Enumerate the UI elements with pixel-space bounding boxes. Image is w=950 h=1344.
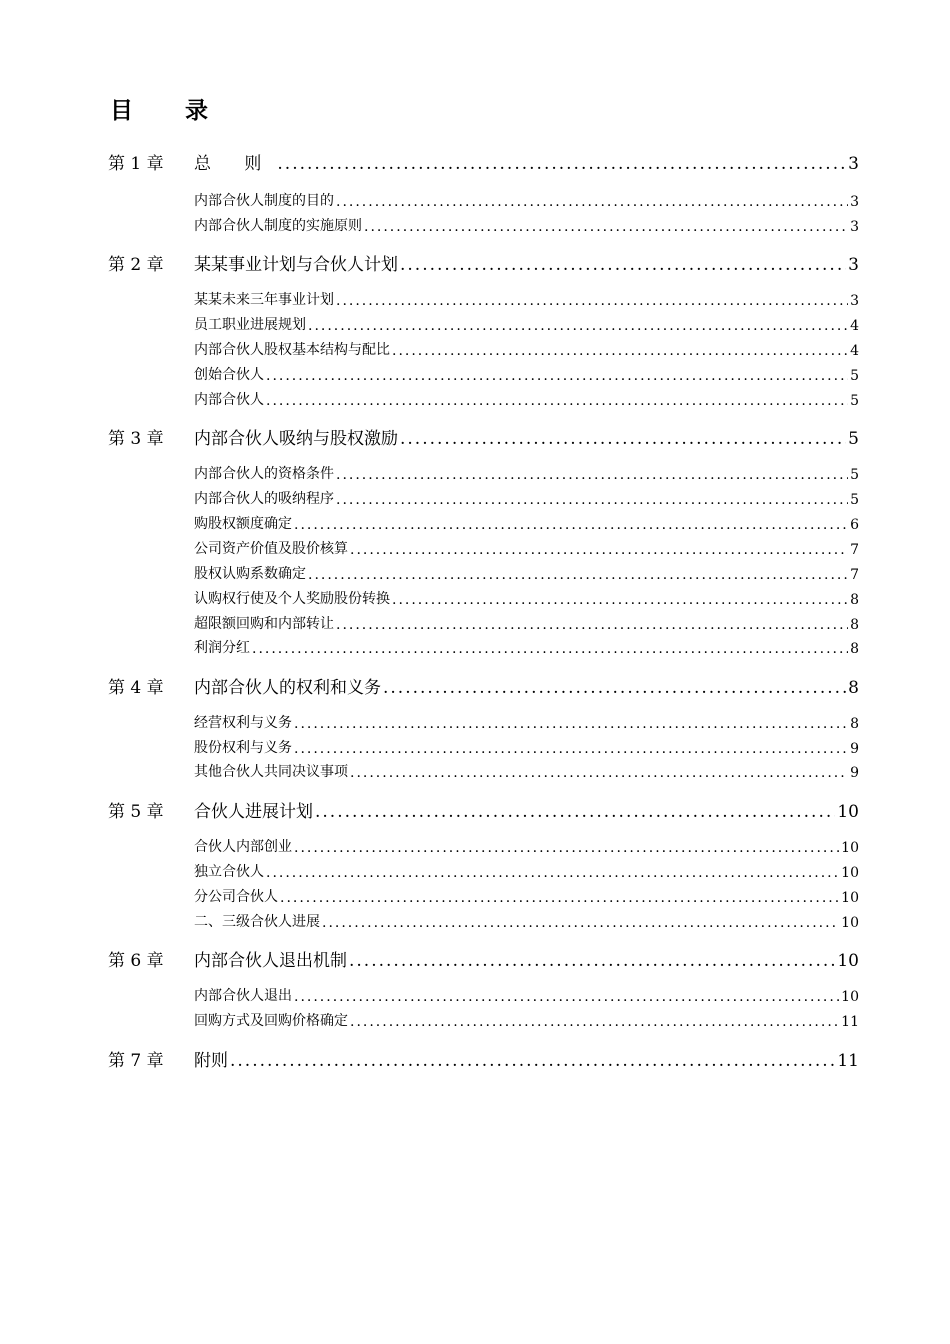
page-number: 10 (841, 989, 859, 1005)
dot-leader (400, 255, 846, 275)
section-title: 内部合伙人制度的目的 (194, 193, 334, 209)
section-title: 其他合伙人共同决议事项 (194, 764, 348, 780)
dot-leader (252, 641, 848, 657)
page-number: 3 (850, 293, 859, 309)
dot-leader (294, 741, 848, 757)
toc-title: 目 录 (110, 98, 231, 124)
dot-leader (350, 765, 848, 781)
section-title: 股权认购系数确定 (194, 566, 306, 582)
chapter-number: 第 1 章 (108, 154, 164, 174)
page-number: 10 (841, 915, 859, 931)
page-number: 3 (848, 255, 859, 275)
page-number: 3 (848, 154, 859, 174)
dot-leader (336, 467, 848, 483)
page-number: 5 (848, 429, 859, 449)
section-title: 内部合伙人的吸纳程序 (194, 491, 334, 507)
chapter-title: 附则 (194, 1051, 228, 1071)
dot-leader (230, 1051, 835, 1071)
toc-section[interactable] (194, 586, 859, 608)
page-number: 8 (848, 678, 859, 698)
section-title: 内部合伙人的资格条件 (194, 466, 334, 482)
dot-leader (392, 343, 848, 359)
page-number: 9 (850, 765, 859, 781)
section-title: 合伙人内部创业 (194, 839, 292, 855)
dot-leader (322, 915, 839, 931)
section-title: 内部合伙人股权基本结构与配比 (194, 342, 390, 358)
section-title: 内部合伙人 (194, 392, 264, 408)
toc-section[interactable] (194, 536, 859, 558)
toc-section[interactable] (194, 287, 859, 309)
toc-section[interactable] (194, 735, 859, 757)
toc-section[interactable] (194, 611, 859, 633)
dot-leader (364, 219, 848, 235)
dot-leader (266, 368, 848, 384)
chapter-number: 第 3 章 (108, 429, 164, 449)
page-number: 10 (837, 802, 859, 822)
section-title: 股份权利与义务 (194, 740, 292, 756)
page-number: 9 (850, 741, 859, 757)
section-title: 公司资产价值及股价核算 (194, 541, 348, 557)
dot-leader (336, 617, 848, 633)
chapter-title: 内部合伙人的权利和义务 (194, 678, 381, 698)
toc-chapter-6[interactable] (108, 945, 859, 971)
section-title: 某某未来三年事业计划 (194, 292, 334, 308)
page-number: 8 (850, 617, 859, 633)
dot-leader (336, 492, 848, 508)
dot-leader (400, 429, 846, 449)
toc-chapter-1[interactable] (108, 148, 859, 174)
section-title: 超限额回购和内部转让 (194, 616, 334, 632)
section-title: 利润分红 (194, 640, 250, 656)
chapter-title: 内部合伙人退出机制 (194, 951, 347, 971)
chapter-title: 总 则 (194, 154, 276, 174)
dot-leader (308, 567, 848, 583)
section-title: 认购权行使及个人奖励股份转换 (194, 591, 390, 607)
page-number: 10 (841, 840, 859, 856)
dot-leader (266, 865, 839, 881)
toc-chapter-2[interactable] (108, 249, 859, 275)
dot-leader (336, 293, 848, 309)
toc-section[interactable] (194, 635, 859, 657)
toc-section[interactable] (194, 909, 859, 931)
dot-leader (350, 1014, 839, 1030)
toc-chapter-7[interactable] (108, 1045, 859, 1071)
page-number: 5 (850, 467, 859, 483)
toc-section[interactable] (194, 461, 859, 483)
page-number: 11 (837, 1051, 859, 1071)
toc-section[interactable] (194, 213, 859, 235)
dot-leader (383, 678, 846, 698)
section-title: 回购方式及回购价格确定 (194, 1013, 348, 1029)
section-title: 员工职业进展规划 (194, 317, 306, 333)
page-number: 3 (850, 219, 859, 235)
section-title: 经营权利与义务 (194, 715, 292, 731)
page-number: 6 (850, 517, 859, 533)
toc-section[interactable] (194, 1008, 859, 1030)
page-number: 3 (850, 194, 859, 210)
page-number: 5 (850, 368, 859, 384)
page-number: 10 (841, 890, 859, 906)
toc-chapter-3[interactable] (108, 423, 859, 449)
chapter-number: 第 6 章 (108, 951, 164, 971)
toc-section[interactable] (194, 859, 859, 881)
dot-leader (294, 989, 839, 1005)
page-number: 4 (850, 343, 859, 359)
dot-leader (280, 890, 839, 906)
toc-section[interactable] (194, 486, 859, 508)
page-number: 10 (837, 951, 859, 971)
dot-leader (308, 318, 848, 334)
page-number: 5 (850, 492, 859, 508)
dot-leader (294, 716, 848, 732)
dot-leader (266, 393, 848, 409)
page-number: 4 (850, 318, 859, 334)
toc-section[interactable] (194, 561, 859, 583)
dot-leader (294, 840, 839, 856)
page-number: 10 (841, 865, 859, 881)
section-title: 创始合伙人 (194, 367, 264, 383)
toc-chapter-5[interactable] (108, 796, 859, 822)
section-title: 二、三级合伙人进展 (194, 914, 320, 930)
chapter-number: 第 5 章 (108, 802, 164, 822)
toc-section[interactable] (194, 387, 859, 409)
toc-chapter-4[interactable] (108, 672, 859, 698)
chapter-number: 第 7 章 (108, 1051, 164, 1071)
page-number: 8 (850, 716, 859, 732)
toc-section[interactable] (194, 834, 859, 856)
page-number: 7 (850, 567, 859, 583)
chapter-title: 合伙人进展计划 (194, 802, 313, 822)
toc-section[interactable] (194, 312, 859, 334)
dot-leader (350, 542, 848, 558)
toc-section[interactable] (194, 983, 859, 1005)
dot-leader (294, 517, 848, 533)
chapter-title: 内部合伙人吸纳与股权激励 (194, 429, 398, 449)
dot-leader (392, 592, 848, 608)
section-title: 独立合伙人 (194, 864, 264, 880)
page-number: 8 (850, 592, 859, 608)
toc-section[interactable] (194, 337, 859, 359)
dot-leader (315, 802, 835, 822)
page-number: 11 (841, 1014, 859, 1030)
section-title: 购股权额度确定 (194, 516, 292, 532)
section-title: 内部合伙人退出 (194, 988, 292, 1004)
toc-section[interactable] (194, 362, 859, 384)
section-title: 分公司合伙人 (194, 889, 278, 905)
dot-leader (277, 154, 846, 174)
page-number: 5 (850, 393, 859, 409)
toc-section[interactable] (194, 759, 859, 781)
toc-section[interactable] (194, 710, 859, 732)
dot-leader (349, 951, 835, 971)
toc-section[interactable] (194, 188, 859, 210)
section-title: 内部合伙人制度的实施原则 (194, 218, 362, 234)
toc-section[interactable] (194, 884, 859, 906)
chapter-title: 某某事业计划与合伙人计划 (194, 255, 398, 275)
page-number: 8 (850, 641, 859, 657)
dot-leader (336, 194, 848, 210)
chapter-number: 第 2 章 (108, 255, 164, 275)
chapter-number: 第 4 章 (108, 678, 164, 698)
page-number: 7 (850, 542, 859, 558)
toc-section[interactable] (194, 511, 859, 533)
